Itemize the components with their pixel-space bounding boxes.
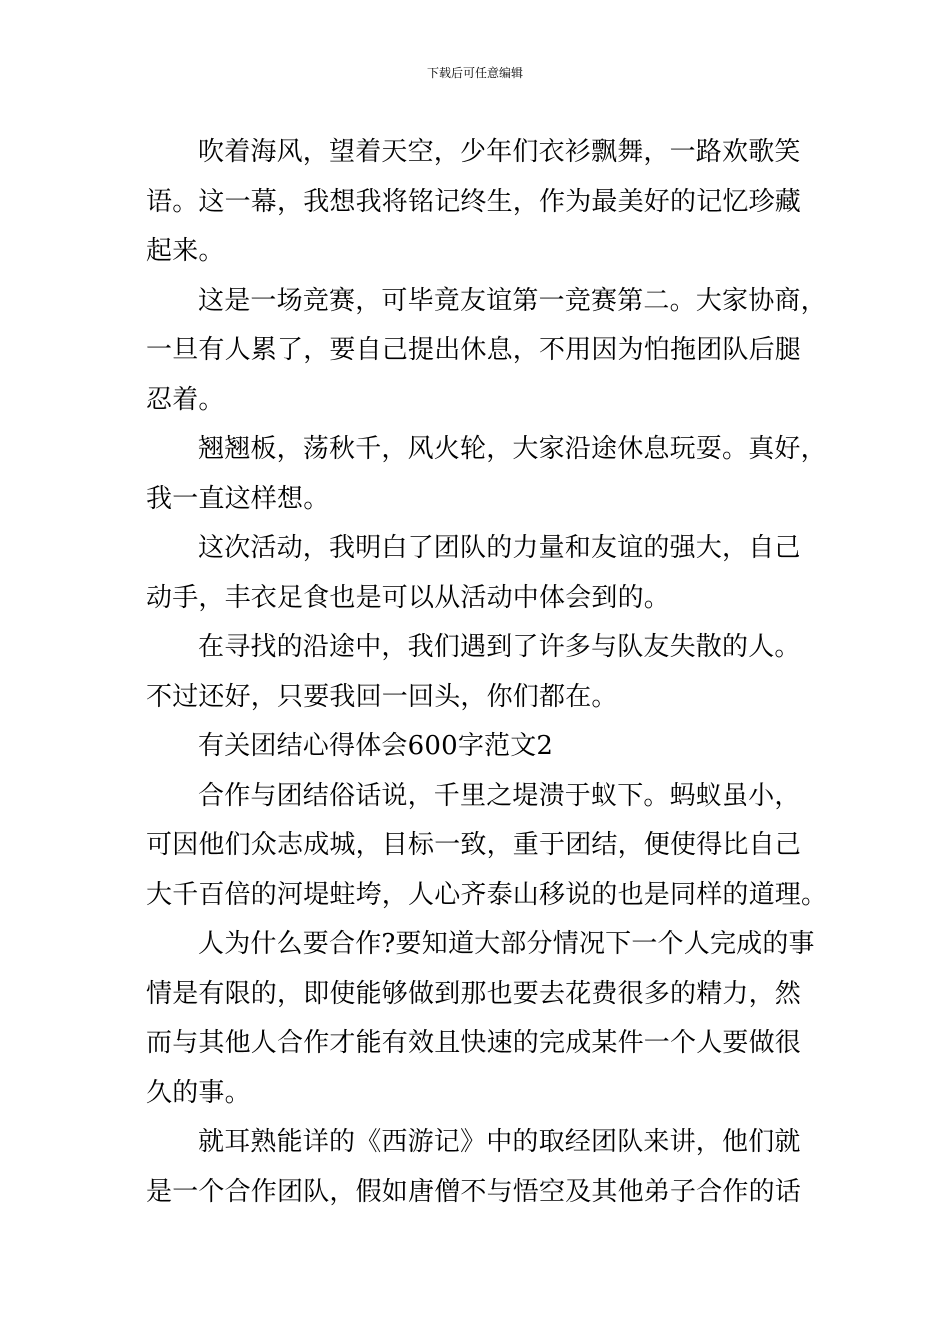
text-line: 一旦有人累了，要自己提出休息，不用因为怕拖团队后腿 — [146, 335, 802, 365]
text-line: 这次活动，我明白了团队的力量和友谊的强大，自己 — [198, 533, 801, 563]
paragraph — [146, 623, 826, 722]
paragraph — [146, 524, 826, 623]
text-line: 而与其他人合作才能有效且快速的完成某件一个人要做很 — [146, 1028, 802, 1058]
text-line: 忍着。 — [146, 384, 225, 415]
text-line: 我一直这样想。 — [146, 483, 330, 514]
text-line: 动手，丰衣足食也是可以从活动中体会到的。 — [146, 582, 671, 613]
paragraph — [146, 277, 826, 426]
text-line: 有关团结心得体会600字范文2 — [198, 731, 554, 761]
text-line: 不过还好，只要我回一回头，你们都在。 — [146, 681, 618, 712]
text-line: 久的事。 — [146, 1077, 251, 1108]
document-body — [146, 128, 826, 1217]
text-line: 情是有限的，即使能够做到那也要去花费很多的精力，然 — [146, 978, 802, 1009]
paragraph — [146, 425, 826, 524]
paragraph — [146, 128, 826, 277]
text-line: 人为什么要合作?要知道大部分情况下一个人完成的事 — [198, 929, 815, 959]
page-header: 下载后可任意编辑 — [426, 66, 523, 80]
text-line: 就耳熟能详的《西游记》中的取经团队来讲，他们就 — [198, 1127, 801, 1157]
text-line: 可因他们众志成城，目标一致，重于团结，便使得比自己 — [146, 830, 802, 860]
text-line: 在寻找的沿途中，我们遇到了许多与队友失散的人。 — [198, 632, 801, 662]
text-line: 这是一场竞赛，可毕竟友谊第一竞赛第二。大家协商， — [198, 285, 827, 316]
paragraph — [146, 1118, 826, 1217]
text-line: 合作与团结俗话说，千里之堤溃于蚁下。蚂蚁虽小， — [198, 780, 801, 811]
text-line: 大千百倍的河堤蛀垮，人心齐泰山移说的也是同样的道理。 — [146, 879, 828, 910]
text-line: 起来。 — [146, 236, 225, 266]
text-line: 语。这一幕，我想我将铭记终生，作为最美好的记忆珍藏 — [146, 186, 802, 217]
paragraph — [146, 772, 826, 921]
section-heading — [146, 722, 826, 772]
text-line: 翘翘板，荡秋千，风火轮，大家沿途休息玩耍。真好， — [198, 434, 827, 464]
paragraph — [146, 920, 826, 1118]
text-line: 吹着海风，望着天空，少年们衣衫飘舞，一路欢歌笑 — [198, 137, 801, 167]
text-line: 是一个合作团队，假如唐僧不与悟空及其他弟子合作的话 — [146, 1176, 802, 1207]
